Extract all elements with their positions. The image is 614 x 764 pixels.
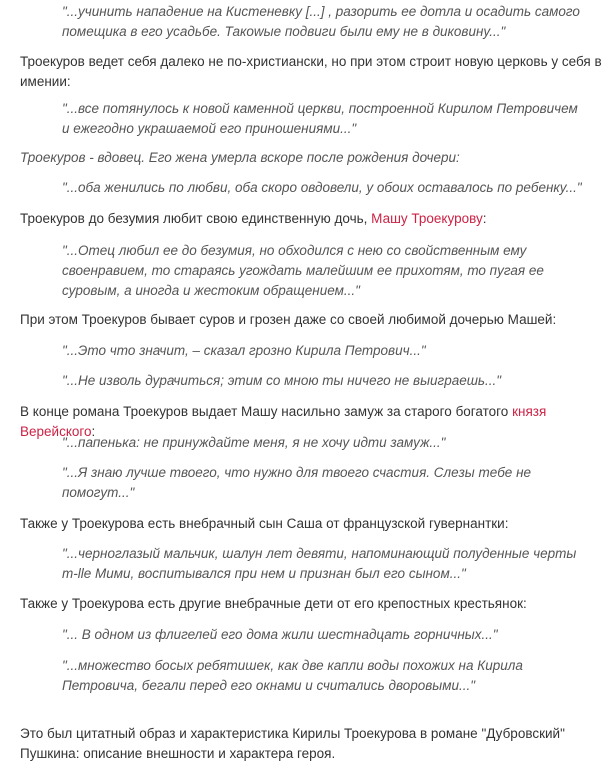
quote-block: "...множество босых ребятишек, как две капли воды похожих на Кирила Петровича, бегали перед его окнами и считались дворовыми..." [62,658,523,693]
quote-block: "...Это что значит, – сказал грозно Кирила Петрович..." [62,343,426,358]
paragraph-text: В конце романа Троекуров выдает Машу насильно замуж за старого богатого [20,404,513,419]
quote-block: "...папенька: не принуждайте меня, я не хочу идти замуж..." [62,435,446,450]
quote-block: "...учинить нападение на Кистеневку [...] , разорить ее дотла и осадить самого помещика в его усадьбе. Такowые подвиги были ему не в диковину..." [62,4,580,39]
paragraph: Также у Троекурова есть другие внебрачные дети от его крепостных крестьянок: [20,596,527,611]
paragraph [20,209,610,229]
paragraph: Троекуров - вдовец. Его жена умерла вскоре после рождения дочери: [20,150,460,165]
paragraph: Также у Троекурова есть внебрачный сын Саша от французской гувернантки: [20,516,509,531]
quote-block: "...Отец любил ее до безумия, но обходился с нею со свойственным ему своенравием, то стараясь угождать малейшим ее прихотям, то пугая ее суровым, а иногда и жестоким обращением..." [62,243,544,298]
conclusion-paragraph: Это был цитатный образ и характеристика Кирилы Троекурова в романе "Дубровский" Пушкина: описание внешности и характера героя. [20,726,565,761]
quote-block: "...Не изволь дурачиться; этим со мною ты ничего не выиграешь..." [62,373,502,388]
quote-block: "...оба женились по любви, оба скоро овдовели, у обоих оставалось по ребенку..." [62,180,582,195]
paragraph-text: : [482,211,487,226]
quote-block: "...черноглазый мальчик, шалун лет девяти, напоминающий полуденные черты m-lle Мими, воспитывался при нем и признан был его сыном..." [62,546,577,581]
paragraph: При этом Троекуров бывает суров и грозен даже со своей любимой дочерью Машей: [20,312,557,327]
paragraph-text: : [91,424,96,439]
quote-block: "... В одном из флигелей его дома жили шестнадцать горничных..." [62,627,498,642]
quote-block: "...все потянулось к новой каменной церкви, построенной Кирилом Петровичем и ежегодно украшаемой его приношениями..." [62,101,578,136]
quote-block: "...Я знаю лучше твоего, что нужно для твоего счастия. Слезы тебе не помогут..." [62,465,531,500]
paragraph-text: Троекуров до безумия любит свою единственную дочь, [20,211,372,226]
prince-vereisky-link[interactable]: князя Верейского [20,404,547,439]
masha-troekurova-link[interactable]: Машу Троекурову [371,211,483,226]
paragraph: Троекуров ведет себя далеко не по-христиански, но при этом строит новую церковь у себя в имении: [20,54,602,89]
